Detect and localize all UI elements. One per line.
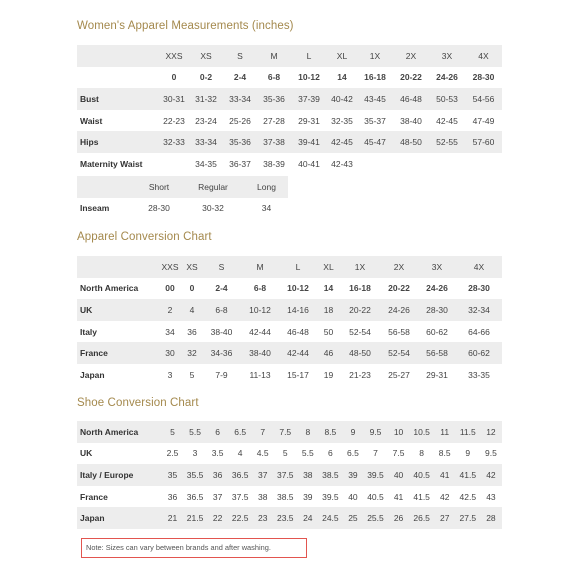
table-cell: 32-33 [159,131,189,153]
table-cell [465,153,502,175]
size-header-cell: S [202,256,241,278]
table-cell: 40 [388,464,410,486]
table-cell: 52-54 [349,326,371,337]
table-cell: 25.5 [363,507,387,529]
table-cell: 6-8 [202,299,241,321]
table-cell: 22-23 [163,115,185,126]
size-header-cell: 1X [340,256,380,278]
table-cell: 41.5 [456,464,480,486]
size-header-cell: XS [189,45,223,67]
table-cell: 24.5 [318,507,342,529]
table-cell: 47-49 [472,115,495,126]
shoe-row [77,421,502,443]
table-cell: 38-39 [263,158,285,169]
table-cell: 32 [182,342,202,364]
shoe-row [77,486,502,508]
numeric-size-cell: 24-26 [436,72,458,83]
table-cell: 28 [480,507,502,529]
numeric-size-cell: 0-2 [199,72,213,83]
table-cell: 42 [439,491,450,502]
row-label: UK [80,448,93,459]
table-cell: 38.5 [276,491,294,502]
womens-size-header-row [77,45,502,67]
table-cell: 60-62 [456,342,502,364]
table-cell: 39.5 [363,464,387,486]
table-cell: 2 [158,299,182,321]
shoe-row [77,443,502,465]
table-cell: 21 [162,507,183,529]
table-cell: 29-31 [298,115,320,126]
table-cell: 2-4 [215,283,228,294]
conversion-row [77,342,502,364]
row-label: Italy / Europe [77,464,162,486]
table-cell: 28-30 [468,283,490,294]
table-cell: 34-36 [202,342,241,364]
size-header-cell: 2X [393,45,429,67]
inseam-row [77,198,288,220]
numeric-size-cell: 6-8 [267,72,281,83]
table-cell: 38.5 [318,464,342,486]
table-cell: 14-16 [279,299,317,321]
table-cell: 21-23 [349,369,371,380]
womens-measurements-title: Women's Apparel Measurements (inches) [77,20,294,32]
table-cell: 25-27 [388,369,410,380]
table-cell: 25 [342,507,363,529]
size-header-cell: XS [182,256,202,278]
size-header-cell: 3X [429,45,465,67]
sizing-note: Note: Sizes can vary between brands and after washing. [81,538,307,558]
table-cell: 8.5 [438,448,451,459]
table-cell: 48-50 [340,342,380,364]
table-cell: 64-66 [468,326,490,337]
table-cell: 9.5 [485,448,497,459]
numeric-size-cell: 16-18 [364,72,386,83]
table-cell: 38 [257,491,268,502]
apparel-size-header-row [77,256,502,278]
numeric-size-cell: 20-22 [400,72,422,83]
size-header-cell: 2X [380,256,418,278]
measurement-row [77,131,502,153]
table-cell: 6 [328,448,333,459]
table-cell: 31-32 [189,88,223,110]
size-header-cell: XL [327,45,357,67]
table-cell: 23.5 [273,507,297,529]
table-cell: 37.5 [273,464,297,486]
table-cell: 42 [480,464,502,486]
table-cell: 27.5 [456,507,480,529]
numeric-size-cell: 28-30 [472,72,495,83]
table-cell: 41.5 [413,491,430,502]
measurement-row [77,110,502,132]
table-cell: 15-17 [287,369,309,380]
apparel-conversion-title: Apparel Conversion Chart [77,231,212,243]
table-cell: 16-18 [349,283,371,294]
table-cell: 0 [189,283,195,294]
table-cell: 38-40 [241,342,279,364]
table-cell: 35.5 [183,464,207,486]
table-cell: 34 [165,326,175,337]
table-cell: 3 [192,448,198,459]
row-label: France [77,342,158,364]
size-header-cell: M [257,45,291,67]
size-header-cell: XXS [159,45,189,67]
table-cell: 32-35 [331,115,353,126]
table-cell: 2.5 [166,448,179,459]
table-cell: 4.5 [256,448,269,459]
row-label: Italy [80,326,98,337]
table-cell: 42-43 [331,158,353,169]
table-cell: 24-26 [380,299,418,321]
shoe-conversion-title: Shoe Conversion Chart [77,397,199,409]
table-cell: 40.5 [410,464,434,486]
inseam-header-cell: Regular [181,176,245,198]
table-cell: 7.5 [273,421,297,443]
table-cell: 56-58 [418,342,456,364]
womens-measurements-table [77,45,502,175]
table-cell: 36-37 [229,158,251,169]
table-cell: 26 [388,507,410,529]
table-cell: 9.5 [363,421,387,443]
table-cell: 37-38 [257,131,291,153]
row-label: Inseam [80,203,110,214]
table-cell: 50 [323,326,334,337]
table-cell: 5.5 [301,448,314,459]
table-cell: 36 [187,326,197,337]
table-cell: 11-13 [249,369,271,380]
table-cell: 30-31 [159,88,189,110]
size-header-cell: 4X [456,256,502,278]
table-cell: 20-22 [340,299,380,321]
size-header-cell: XXS [158,256,182,278]
table-cell: 33-34 [223,88,257,110]
table-cell: 33-34 [189,131,223,153]
conversion-row [77,364,502,386]
table-cell: 40-42 [327,88,357,110]
table-cell: 24 [297,507,318,529]
table-cell: 34 [261,203,272,214]
table-cell: 18 [317,299,340,321]
table-cell: 10.5 [410,421,434,443]
table-cell: 7 [373,448,378,459]
conversion-row [77,321,502,343]
table-cell: 6.5 [347,448,359,459]
table-cell: 30-32 [202,203,224,214]
row-label: Maternity Waist [80,158,143,169]
table-cell: 39 [303,491,313,502]
table-cell: 22.5 [228,507,252,529]
table-cell: 37 [252,464,273,486]
numeric-size-cell: 14 [337,72,347,83]
womens-numeric-size-row [77,67,502,89]
table-cell: 36 [167,491,178,502]
table-cell [393,153,429,175]
table-cell: 38 [297,464,318,486]
table-cell: 41 [393,491,404,502]
row-label: Japan [80,369,105,380]
table-cell: 10 [388,421,410,443]
table-cell: 8.5 [318,421,342,443]
row-label: Bust [77,88,159,110]
shoe-conversion-table [77,421,502,529]
table-cell: 35 [162,464,183,486]
table-cell: 34-35 [195,158,217,169]
table-cell: 24-26 [426,283,448,294]
table-cell: 20-22 [388,283,410,294]
table-cell: 32-34 [456,299,502,321]
size-header-cell: XL [317,256,340,278]
table-cell: 00 [165,283,175,294]
table-cell: 39-41 [291,131,327,153]
table-cell: 52-55 [429,131,465,153]
table-cell: 7.5 [392,448,405,459]
table-cell: 23-24 [195,115,217,126]
table-cell: 41 [434,464,456,486]
table-cell: 37.5 [231,491,249,502]
table-cell: 6-8 [253,283,267,294]
table-cell: 7-9 [215,369,228,380]
corner-cell [77,67,159,89]
table-cell: 11.5 [456,421,480,443]
table-cell: 36.5 [228,464,252,486]
table-cell: 6 [207,421,228,443]
table-cell: 28-30 [148,203,170,214]
table-cell: 10-12 [287,283,309,294]
numeric-size-cell: 2-4 [233,72,247,83]
size-header-cell: M [241,256,279,278]
row-label: Hips [77,131,159,153]
conversion-row [77,299,502,321]
table-cell: 54-56 [465,88,502,110]
table-cell: 35-36 [223,131,257,153]
measurement-row [77,153,502,175]
row-label: Waist [80,115,103,126]
inseam-header-cell: Short [137,176,181,198]
table-cell: 3.5 [211,448,224,459]
table-cell: 10-12 [241,299,279,321]
table-cell: 46 [317,342,340,364]
table-cell: 35-36 [257,88,291,110]
table-cell: 5 [282,448,288,459]
table-cell: 3 [167,369,173,380]
table-cell: 43 [486,491,496,502]
table-cell [357,153,393,175]
table-cell: 42-44 [249,326,271,337]
table-cell: 6.5 [228,421,252,443]
numeric-size-cell: 0 [171,72,177,83]
size-header-cell: 3X [418,256,456,278]
table-cell: 52-54 [380,342,418,364]
inseam-table [77,176,288,219]
table-cell [159,153,189,175]
table-cell: 48-50 [393,131,429,153]
table-cell: 8 [297,421,318,443]
table-cell: 25-26 [229,115,251,126]
table-cell: 42-45 [436,115,458,126]
table-cell: 9 [465,448,471,459]
size-header-cell: L [279,256,317,278]
table-cell: 45-47 [357,131,393,153]
row-label: Japan [77,507,162,529]
table-cell: 38-40 [210,326,233,337]
shoe-row [77,464,502,486]
table-cell: 42.5 [459,491,477,502]
size-header-cell: S [223,45,257,67]
table-cell: 14 [323,283,334,294]
shoe-row [77,507,502,529]
table-cell: 11 [434,421,456,443]
numeric-size-cell: 10-12 [298,72,320,83]
table-cell: 5 [189,369,195,380]
table-cell: 33-35 [468,369,490,380]
table-cell: 37-39 [291,88,327,110]
table-cell: 46-48 [393,88,429,110]
table-cell: 5.5 [183,421,207,443]
corner-cell [77,256,158,278]
table-cell [429,153,465,175]
row-label: North America [77,421,162,443]
table-cell: 38-40 [400,115,422,126]
table-cell: 50-53 [429,88,465,110]
table-cell: 12 [480,421,502,443]
measurement-row [77,88,502,110]
row-label: UK [77,299,158,321]
size-header-cell: L [291,45,327,67]
table-cell: 43-45 [357,88,393,110]
table-cell: 36 [207,464,228,486]
table-cell: 27-28 [263,115,285,126]
table-cell: 36.5 [186,491,204,502]
table-cell: 40-41 [298,158,320,169]
table-cell: 42-44 [279,342,317,364]
inseam-header-row [77,176,288,198]
corner-cell [77,176,137,198]
table-cell: 57-60 [465,131,502,153]
corner-cell [77,45,159,67]
table-cell: 30 [158,342,182,364]
table-cell: 23 [252,507,273,529]
table-cell: 40.5 [367,491,384,502]
table-cell: 7 [252,421,273,443]
table-cell: 9 [342,421,363,443]
table-cell: 27 [434,507,456,529]
table-cell: 22 [207,507,228,529]
row-label: France [80,491,108,502]
table-cell: 26.5 [410,507,434,529]
table-cell: 56-58 [388,326,410,337]
table-cell: 21.5 [183,507,207,529]
inseam-header-cell: Long [245,176,288,198]
table-cell: 35-37 [364,115,386,126]
size-header-cell: 1X [357,45,393,67]
row-label: North America [80,283,139,294]
table-cell: 39.5 [322,491,339,502]
table-cell: 29-31 [426,369,448,380]
table-cell: 4 [237,448,243,459]
table-cell: 4 [182,299,202,321]
table-cell: 5 [162,421,183,443]
table-cell: 42-45 [327,131,357,153]
apparel-conversion-table [77,256,502,386]
table-cell: 8 [419,448,424,459]
table-cell: 19 [323,369,334,380]
table-cell: 39 [342,464,363,486]
table-cell: 28-30 [418,299,456,321]
table-cell: 60-62 [426,326,448,337]
size-header-cell: 4X [465,45,502,67]
table-cell: 40 [348,491,358,502]
table-cell: 37 [212,491,223,502]
conversion-row [77,278,502,300]
table-cell: 46-48 [287,326,309,337]
